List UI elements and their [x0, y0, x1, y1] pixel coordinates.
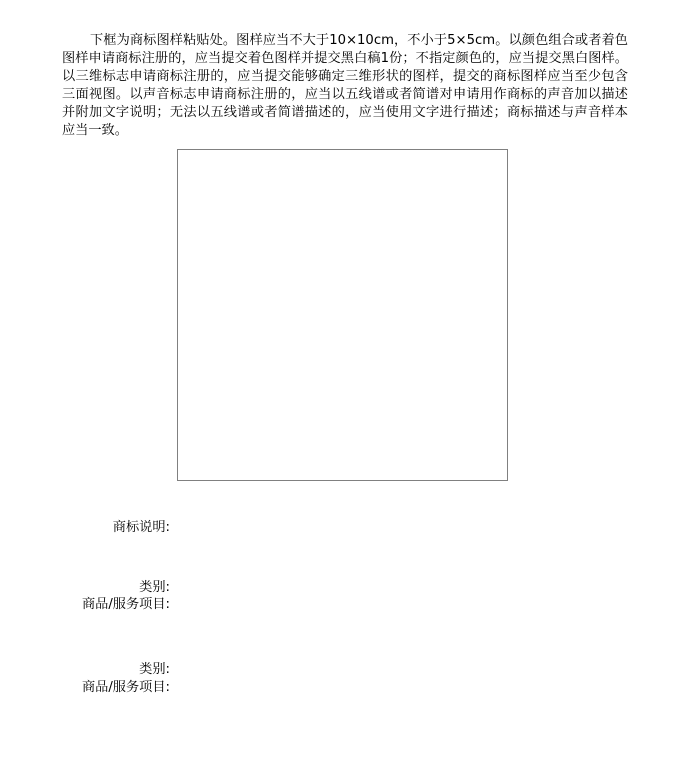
trademark-description-label: 商标说明: — [112, 520, 170, 535]
goods-services-label-1: 商品/服务项目: — [81, 597, 170, 612]
category-label-2: 类别: — [139, 662, 170, 677]
goods-services-label-2: 商品/服务项目: — [81, 680, 170, 695]
instructions-paragraph: 下框为商标图样粘贴处。图样应当不大于10×10cm，不小于5×5cm。以颜色组合或者着色图样申请商标注册的，应当提交着色图样并提交黑白稿1份；不指定颜色的，应当提交黑白图样。以三维标志申请商标注册的，应当提交能够确定三维形状的图样，提交的商标图样应当至少包含三面视图。以声音标志申请商标注册的，应当以五线谱或者简谱对申请用作商标的声音加以描述并附加文字说明；无法以五线谱或者简谱描述的，应当使用文字进行描述；商标描述与声音样本应当一致。 — [62, 33, 628, 138]
category-label-1: 类别: — [139, 580, 170, 595]
logo-paste-box[interactable] — [177, 149, 508, 481]
